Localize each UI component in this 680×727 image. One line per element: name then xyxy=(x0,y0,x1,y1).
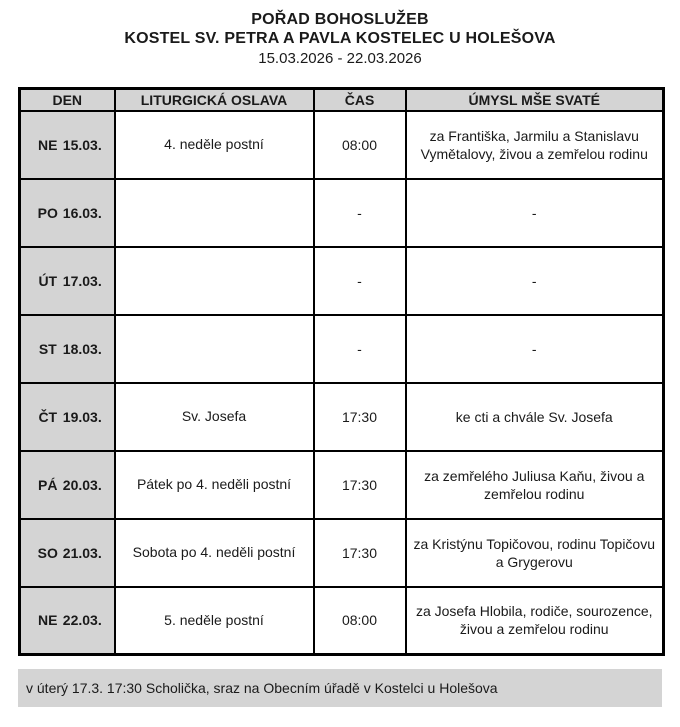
day-cell xyxy=(20,247,115,315)
day-abbr: NE xyxy=(38,612,58,629)
day-abbr: PO xyxy=(37,204,58,221)
page-title: POŘAD BOHOSLUŽEB xyxy=(251,11,429,28)
day-abbr: SO xyxy=(37,544,58,561)
intention-cell: za Josefa Hlobila, rodiče, sourozence, živou a zemřelou rodinu xyxy=(406,587,664,655)
day-cell xyxy=(20,519,115,587)
column-header-celebration: LITURGICKÁ OSLAVA xyxy=(115,89,314,111)
day-abbr: ÚT xyxy=(38,272,58,289)
celebration-cell xyxy=(115,179,314,247)
date-range: 15.03.2026 - 22.03.2026 xyxy=(258,50,422,67)
table-row xyxy=(20,383,664,451)
announcement-bar xyxy=(18,669,662,707)
intention-cell: - xyxy=(406,315,664,383)
time-cell: 17:30 xyxy=(314,519,406,587)
church-name: KOSTEL SV. PETRA A PAVLA KOSTELEC U HOLEŠOVA xyxy=(124,30,556,47)
time-cell: 08:00 xyxy=(314,111,406,179)
day-abbr: ČT xyxy=(38,408,58,425)
table-row xyxy=(20,315,664,383)
time-cell: 08:00 xyxy=(314,587,406,655)
celebration-cell: 5. neděle postní xyxy=(115,587,314,655)
column-header-day: DEN xyxy=(20,89,115,111)
table-header-row xyxy=(20,89,664,111)
celebration-cell: Pátek po 4. neděli postní xyxy=(115,451,314,519)
column-header-time: ČAS xyxy=(314,89,406,111)
time-cell: 17:30 xyxy=(314,451,406,519)
day-date: 16.03. xyxy=(62,204,102,221)
column-header-intention: ÚMYSL MŠE SVATÉ xyxy=(406,89,664,111)
celebration-cell: Sobota po 4. neděli postní xyxy=(115,519,314,587)
document-header xyxy=(0,0,680,69)
day-date: 17.03. xyxy=(62,272,102,289)
celebration-cell: Sv. Josefa xyxy=(115,383,314,451)
intention-cell: za Františka, Jarmilu a Stanislavu Vymětalovy, živou a zemřelou rodinu xyxy=(406,111,664,179)
celebration-cell xyxy=(115,247,314,315)
table-row xyxy=(20,179,664,247)
celebration-cell xyxy=(115,315,314,383)
table-row xyxy=(20,451,664,519)
table-row xyxy=(20,519,664,587)
day-cell xyxy=(20,587,115,655)
table-row xyxy=(20,247,664,315)
day-date: 20.03. xyxy=(62,476,102,493)
intention-cell: za Kristýnu Topičovou, rodinu Topičovu a Grygerovu xyxy=(406,519,664,587)
celebration-cell: 4. neděle postní xyxy=(115,111,314,179)
intention-cell: - xyxy=(406,247,664,315)
day-abbr: PÁ xyxy=(38,476,58,493)
mass-schedule-table xyxy=(18,87,665,656)
day-cell xyxy=(20,451,115,519)
day-abbr: NE xyxy=(38,136,58,153)
day-date: 19.03. xyxy=(62,408,102,425)
time-cell: - xyxy=(314,315,406,383)
announcement-text: v úterý 17.3. 17:30 Scholička, sraz na Obecním úřadě v Kostelci u Holešova xyxy=(26,680,498,696)
day-abbr: ST xyxy=(38,340,57,357)
time-cell: - xyxy=(314,247,406,315)
day-cell xyxy=(20,315,115,383)
intention-cell: ke cti a chvále Sv. Josefa xyxy=(406,383,664,451)
day-cell xyxy=(20,179,115,247)
day-date: 18.03. xyxy=(62,340,102,357)
day-cell xyxy=(20,383,115,451)
table-row xyxy=(20,587,664,655)
intention-cell: za zemřelého Juliusa Kaňu, živou a zemřelou rodinu xyxy=(406,451,664,519)
time-cell: - xyxy=(314,179,406,247)
day-date: 21.03. xyxy=(62,544,102,561)
day-cell xyxy=(20,111,115,179)
day-date: 15.03. xyxy=(62,136,102,153)
table-row xyxy=(20,111,664,179)
intention-cell: - xyxy=(406,179,664,247)
time-cell: 17:30 xyxy=(314,383,406,451)
day-date: 22.03. xyxy=(62,612,102,629)
